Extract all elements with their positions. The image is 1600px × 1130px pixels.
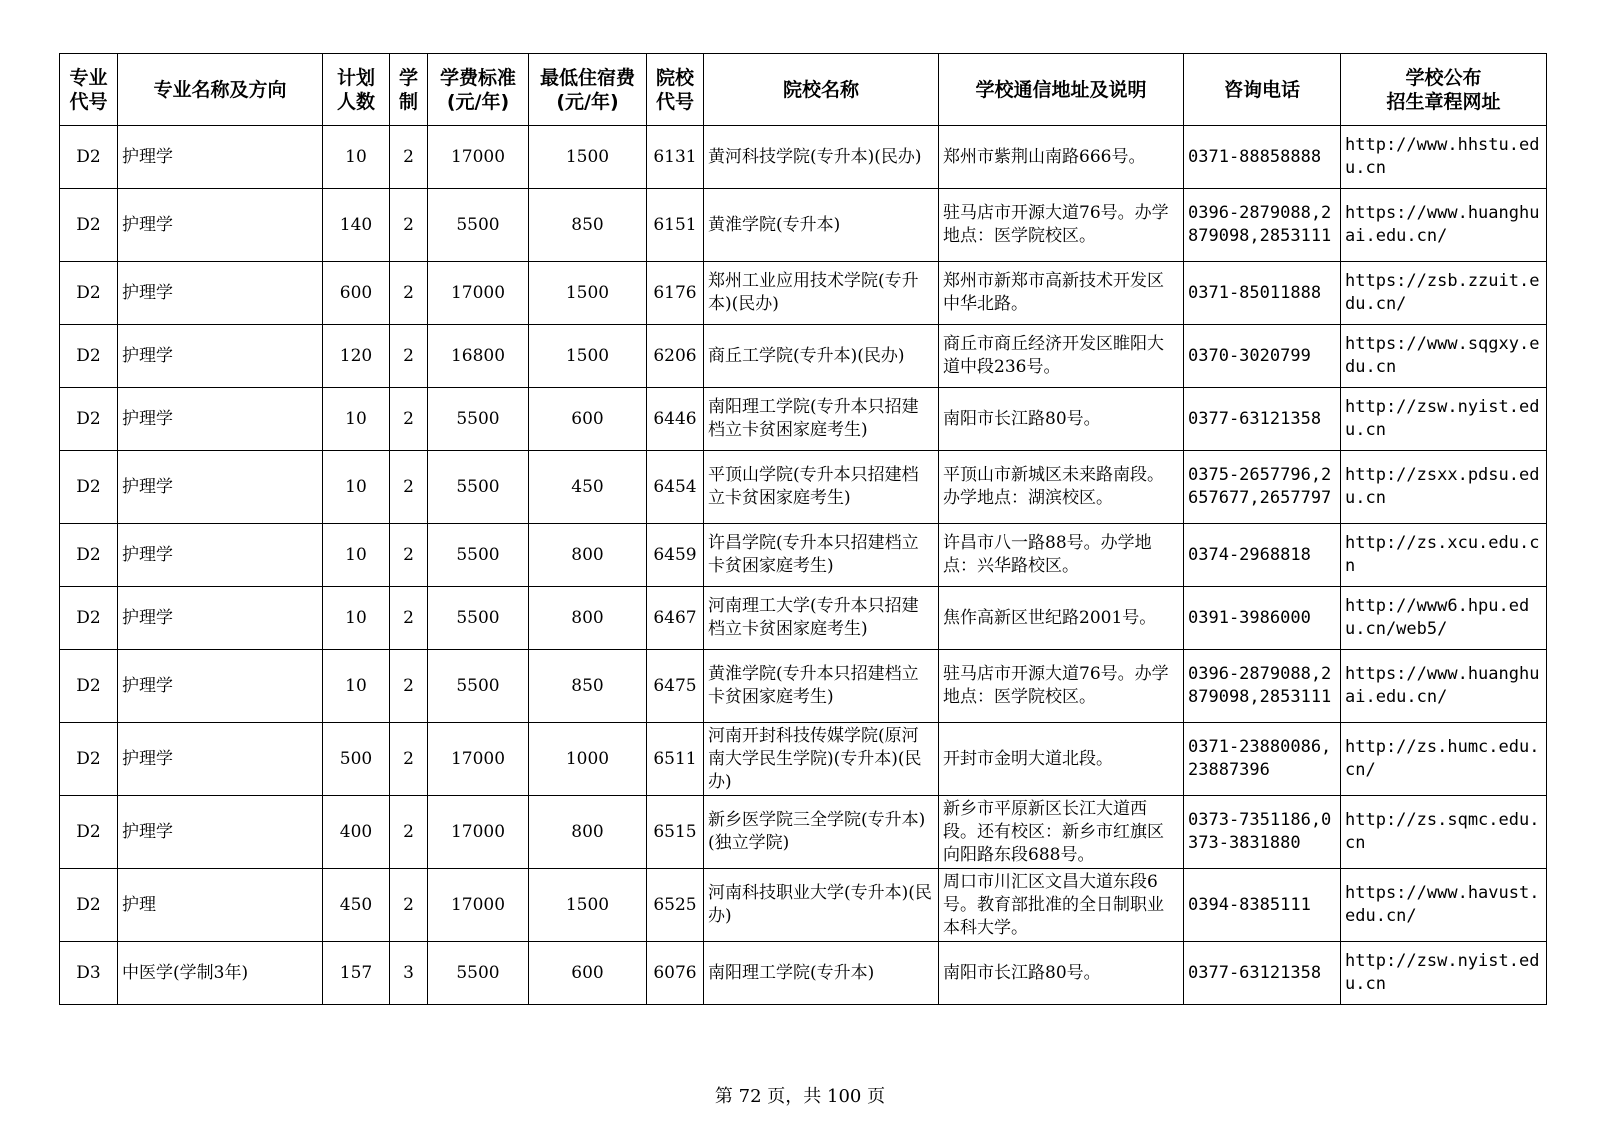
lodging-fee-cell: 800 [529, 524, 647, 587]
tuition-cell: 16800 [428, 325, 529, 388]
major-name-cell: 护理学 [118, 796, 323, 869]
url-cell[interactable]: http://zsxx.pdsu.edu.cn [1341, 451, 1547, 524]
school-name-cell: 南阳理工学院(专升本只招建档立卡贫困家庭考生) [704, 388, 939, 451]
lodging-fee-cell: 450 [529, 451, 647, 524]
url-cell[interactable]: https://zsb.zzuit.edu.cn/ [1341, 262, 1547, 325]
plan-count-cell: 10 [323, 650, 390, 723]
major-code-cell: D2 [60, 723, 118, 796]
school-name-cell: 郑州工业应用技术学院(专升本)(民办) [704, 262, 939, 325]
major-code-cell: D3 [60, 942, 118, 1005]
school-name-cell: 河南科技职业大学(专升本)(民办) [704, 869, 939, 942]
url-cell[interactable]: https://www.havust.edu.cn/ [1341, 869, 1547, 942]
url-cell[interactable]: http://zs.sqmc.edu.cn [1341, 796, 1547, 869]
major-name-cell: 护理学 [118, 325, 323, 388]
column-header: 学费标准 (元/年) [428, 54, 529, 126]
school-code-cell: 6176 [647, 262, 704, 325]
school-name-cell: 新乡医学院三全学院(专升本)(独立学院) [704, 796, 939, 869]
tuition-cell: 5500 [428, 587, 529, 650]
column-header: 专业名称及方向 [118, 54, 323, 126]
phone-cell: 0396-2879088,2879098,2853111 [1184, 189, 1341, 262]
school-name-cell: 商丘工学院(专升本)(民办) [704, 325, 939, 388]
school-name-cell: 黄河科技学院(专升本)(民办) [704, 126, 939, 189]
school-name-cell: 南阳理工学院(专升本) [704, 942, 939, 1005]
school-code-cell: 6515 [647, 796, 704, 869]
tuition-cell: 5500 [428, 524, 529, 587]
phone-cell: 0371-88858888 [1184, 126, 1341, 189]
url-cell[interactable]: http://zsw.nyist.edu.cn [1341, 388, 1547, 451]
lodging-fee-cell: 600 [529, 942, 647, 1005]
table-row [60, 451, 1547, 524]
duration-cell: 2 [390, 262, 428, 325]
phone-cell: 0375-2657796,2657677,2657797 [1184, 451, 1341, 524]
major-code-cell: D2 [60, 796, 118, 869]
major-code-cell: D2 [60, 388, 118, 451]
table-row [60, 126, 1547, 189]
address-cell: 南阳市长江路80号。 [939, 942, 1184, 1005]
plan-count-cell: 10 [323, 451, 390, 524]
tuition-cell: 5500 [428, 650, 529, 723]
header-row [60, 54, 1547, 126]
school-code-cell: 6459 [647, 524, 704, 587]
major-name-cell: 护理学 [118, 189, 323, 262]
phone-cell: 0394-8385111 [1184, 869, 1341, 942]
page-footer: 第 72 页，共 100 页 [714, 1086, 886, 1107]
address-cell: 周口市川汇区文昌大道东段6号。教育部批准的全日制职业本科大学。 [939, 869, 1184, 942]
major-code-cell: D2 [60, 126, 118, 189]
plan-count-cell: 10 [323, 524, 390, 587]
table-body [60, 126, 1547, 1005]
phone-cell: 0396-2879088,2879098,2853111 [1184, 650, 1341, 723]
table-row [60, 723, 1547, 796]
table-row [60, 796, 1547, 869]
school-code-cell: 6131 [647, 126, 704, 189]
phone-cell: 0373-7351186,0373-3831880 [1184, 796, 1341, 869]
phone-cell: 0370-3020799 [1184, 325, 1341, 388]
plan-count-cell: 600 [323, 262, 390, 325]
plan-count-cell: 10 [323, 388, 390, 451]
address-cell: 许昌市八一路88号。办学地点：兴华路校区。 [939, 524, 1184, 587]
table-row [60, 869, 1547, 942]
lodging-fee-cell: 850 [529, 189, 647, 262]
tuition-cell: 17000 [428, 796, 529, 869]
plan-count-cell: 157 [323, 942, 390, 1005]
school-code-cell: 6511 [647, 723, 704, 796]
column-header: 专业 代号 [60, 54, 118, 126]
admissions-table [59, 53, 1547, 1005]
duration-cell: 2 [390, 325, 428, 388]
plan-count-cell: 140 [323, 189, 390, 262]
address-cell: 郑州市紫荆山南路666号。 [939, 126, 1184, 189]
lodging-fee-cell: 800 [529, 796, 647, 869]
school-name-cell: 黄淮学院(专升本只招建档立卡贫困家庭考生) [704, 650, 939, 723]
address-cell: 驻马店市开源大道76号。办学地点：医学院校区。 [939, 189, 1184, 262]
table-row [60, 650, 1547, 723]
phone-cell: 0377-63121358 [1184, 942, 1341, 1005]
url-cell[interactable]: https://www.huanghuai.edu.cn/ [1341, 650, 1547, 723]
school-name-cell: 河南理工大学(专升本只招建档立卡贫困家庭考生) [704, 587, 939, 650]
tuition-cell: 17000 [428, 869, 529, 942]
tuition-cell: 17000 [428, 723, 529, 796]
lodging-fee-cell: 600 [529, 388, 647, 451]
column-header: 院校名称 [704, 54, 939, 126]
duration-cell: 2 [390, 869, 428, 942]
tuition-cell: 5500 [428, 388, 529, 451]
duration-cell: 2 [390, 587, 428, 650]
duration-cell: 2 [390, 126, 428, 189]
plan-count-cell: 10 [323, 587, 390, 650]
column-header: 计划 人数 [323, 54, 390, 126]
major-name-cell: 护理学 [118, 587, 323, 650]
major-name-cell: 中医学(学制3年) [118, 942, 323, 1005]
table-row [60, 189, 1547, 262]
duration-cell: 2 [390, 189, 428, 262]
major-name-cell: 护理学 [118, 723, 323, 796]
school-name-cell: 河南开封科技传媒学院(原河南大学民生学院)(专升本)(民办) [704, 723, 939, 796]
duration-cell: 2 [390, 451, 428, 524]
lodging-fee-cell: 1500 [529, 262, 647, 325]
url-cell[interactable]: https://www.sqgxy.edu.cn [1341, 325, 1547, 388]
url-cell[interactable]: http://zs.humc.edu.cn/ [1341, 723, 1547, 796]
major-code-cell: D2 [60, 451, 118, 524]
column-header: 咨询电话 [1184, 54, 1341, 126]
phone-cell: 0371-23880086,23887396 [1184, 723, 1341, 796]
lodging-fee-cell: 1500 [529, 869, 647, 942]
table-row [60, 587, 1547, 650]
plan-count-cell: 10 [323, 126, 390, 189]
major-name-cell: 护理学 [118, 262, 323, 325]
lodging-fee-cell: 1500 [529, 126, 647, 189]
table-row [60, 388, 1547, 451]
column-header: 学校通信地址及说明 [939, 54, 1184, 126]
major-name-cell: 护理学 [118, 650, 323, 723]
school-code-cell: 6475 [647, 650, 704, 723]
school-code-cell: 6076 [647, 942, 704, 1005]
lodging-fee-cell: 1000 [529, 723, 647, 796]
major-code-cell: D2 [60, 189, 118, 262]
duration-cell: 2 [390, 388, 428, 451]
school-code-cell: 6525 [647, 869, 704, 942]
url-cell[interactable]: http://zs.xcu.edu.cn [1341, 524, 1547, 587]
duration-cell: 3 [390, 942, 428, 1005]
column-header: 学校公布 招生章程网址 [1341, 54, 1547, 126]
url-cell[interactable]: http://zsw.nyist.edu.cn [1341, 942, 1547, 1005]
school-code-cell: 6206 [647, 325, 704, 388]
school-code-cell: 6151 [647, 189, 704, 262]
url-cell[interactable]: http://www.hhstu.edu.cn [1341, 126, 1547, 189]
address-cell: 商丘市商丘经济开发区睢阳大道中段236号。 [939, 325, 1184, 388]
table-row [60, 262, 1547, 325]
major-code-cell: D2 [60, 325, 118, 388]
address-cell: 郑州市新郑市高新技术开发区中华北路。 [939, 262, 1184, 325]
phone-cell: 0374-2968818 [1184, 524, 1341, 587]
plan-count-cell: 120 [323, 325, 390, 388]
school-name-cell: 许昌学院(专升本只招建档立卡贫困家庭考生) [704, 524, 939, 587]
address-cell: 驻马店市开源大道76号。办学地点：医学院校区。 [939, 650, 1184, 723]
duration-cell: 2 [390, 796, 428, 869]
url-cell[interactable]: https://www.huanghuai.edu.cn/ [1341, 189, 1547, 262]
major-name-cell: 护理学 [118, 524, 323, 587]
address-cell: 南阳市长江路80号。 [939, 388, 1184, 451]
plan-count-cell: 500 [323, 723, 390, 796]
url-cell[interactable]: http://www6.hpu.edu.cn/web5/ [1341, 587, 1547, 650]
tuition-cell: 5500 [428, 451, 529, 524]
major-name-cell: 护理学 [118, 451, 323, 524]
major-name-cell: 护理学 [118, 126, 323, 189]
major-code-cell: D2 [60, 869, 118, 942]
column-header: 最低住宿费 (元/年) [529, 54, 647, 126]
table-row [60, 325, 1547, 388]
lodging-fee-cell: 850 [529, 650, 647, 723]
major-code-cell: D2 [60, 524, 118, 587]
plan-count-cell: 450 [323, 869, 390, 942]
major-code-cell: D2 [60, 262, 118, 325]
lodging-fee-cell: 1500 [529, 325, 647, 388]
column-header: 院校 代号 [647, 54, 704, 126]
tuition-cell: 5500 [428, 942, 529, 1005]
duration-cell: 2 [390, 723, 428, 796]
major-code-cell: D2 [60, 650, 118, 723]
school-code-cell: 6454 [647, 451, 704, 524]
school-code-cell: 6467 [647, 587, 704, 650]
table-row [60, 524, 1547, 587]
tuition-cell: 17000 [428, 126, 529, 189]
address-cell: 开封市金明大道北段。 [939, 723, 1184, 796]
school-name-cell: 黄淮学院(专升本) [704, 189, 939, 262]
phone-cell: 0371-85011888 [1184, 262, 1341, 325]
lodging-fee-cell: 800 [529, 587, 647, 650]
major-code-cell: D2 [60, 587, 118, 650]
column-header: 学 制 [390, 54, 428, 126]
table-row [60, 942, 1547, 1005]
school-name-cell: 平顶山学院(专升本只招建档立卡贫困家庭考生) [704, 451, 939, 524]
school-code-cell: 6446 [647, 388, 704, 451]
address-cell: 焦作高新区世纪路2001号。 [939, 587, 1184, 650]
address-cell: 新乡市平原新区长江大道西段。还有校区：新乡市红旗区向阳路东段688号。 [939, 796, 1184, 869]
plan-count-cell: 400 [323, 796, 390, 869]
tuition-cell: 17000 [428, 262, 529, 325]
phone-cell: 0391-3986000 [1184, 587, 1341, 650]
major-name-cell: 护理学 [118, 388, 323, 451]
tuition-cell: 5500 [428, 189, 529, 262]
duration-cell: 2 [390, 650, 428, 723]
duration-cell: 2 [390, 524, 428, 587]
address-cell: 平顶山市新城区未来路南段。办学地点：湖滨校区。 [939, 451, 1184, 524]
phone-cell: 0377-63121358 [1184, 388, 1341, 451]
major-name-cell: 护理 [118, 869, 323, 942]
